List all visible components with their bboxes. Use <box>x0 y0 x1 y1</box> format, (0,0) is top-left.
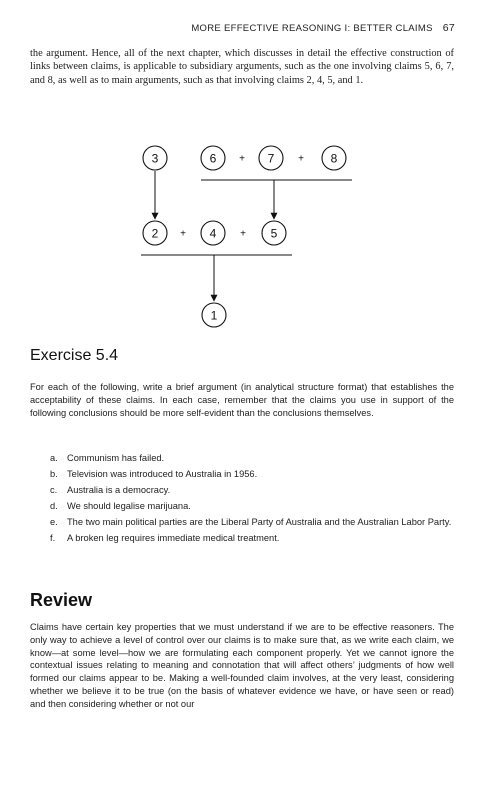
item-text: Television was introduced to Australia in 1956. <box>67 469 258 479</box>
node-4 <box>201 221 225 245</box>
node-5 <box>262 221 286 245</box>
item-text: A broken leg requires immediate medical treatment. <box>67 533 280 543</box>
list-item <box>30 452 454 465</box>
item-label: f. <box>50 533 56 543</box>
node-6 <box>201 146 225 170</box>
plus-sign: + <box>240 228 246 240</box>
node-8 <box>322 146 346 170</box>
plus-sign: + <box>298 153 304 165</box>
list-item <box>30 500 454 513</box>
list-item <box>30 468 454 481</box>
review-paragraph: Claims have certain key properties that we must understand if we are to be effective reasoners. The only way to achieve a level of control over our claims is to make sure that, as we write each claim, we know—at some level—how we are formulating each component properly. Yet we cannot ignore the contextual issues relating to meaning and connotation that will affect others’ judgments of how well formed our claims appear to be. Making a well-founded claim involves, at the very least, considering whether we believe it to be true (on the basis of whatever evidence we have, or have seen or read) and then considering whether or not our <box>30 622 454 709</box>
svg-text:4: 4 <box>209 226 217 241</box>
item-label: c. <box>50 485 58 495</box>
svg-text:8: 8 <box>330 151 338 166</box>
argument-diagram <box>0 0 486 345</box>
svg-text:2: 2 <box>151 226 159 241</box>
svg-text:3: 3 <box>151 151 159 166</box>
exercise-title: Exercise 5.4 <box>30 347 119 364</box>
svg-text:7: 7 <box>267 151 275 166</box>
svg-text:5: 5 <box>270 226 278 241</box>
exercise-item-list <box>30 452 454 548</box>
exercise-instructions: For each of the following, write a brief argument (in analytical structure format) that establishes the acceptability of these claims. In each case, remember that the claims you use in support of the following conclusions should be more self-evident than the conclusions themselves. <box>30 382 454 418</box>
item-text: Communism has failed. <box>67 453 165 463</box>
list-item <box>30 484 454 497</box>
intro-paragraph: the argument. Hence, all of the next chapter, which discusses in detail the effective construction of links between claims, is applicable to subsidiary arguments, such as the one involving claims 5, 6, 7, and 8, as well as to main arguments, such as that involving claims 2, 4, 5, and 1. <box>30 48 454 86</box>
plus-sign: + <box>239 153 245 165</box>
item-text: The two main political parties are the Liberal Party of Australia and the Australian Labor Party. <box>67 517 452 527</box>
svg-text:6: 6 <box>209 151 217 166</box>
review-heading: Review <box>30 590 93 610</box>
item-label: b. <box>50 469 58 479</box>
node-2 <box>143 221 167 245</box>
plus-sign: + <box>180 228 186 240</box>
item-label: e. <box>50 517 58 527</box>
page-number: 67 <box>442 22 455 34</box>
svg-text:1: 1 <box>210 308 218 323</box>
item-label: a. <box>50 453 58 463</box>
running-title: MORE EFFECTIVE REASONING I: BETTER CLAIMS <box>191 23 433 34</box>
list-item <box>30 516 454 529</box>
item-text: We should legalise marijuana. <box>67 501 191 511</box>
item-text: Australia is a democracy. <box>67 485 171 495</box>
node-7 <box>259 146 283 170</box>
node-1 <box>202 303 226 327</box>
list-item <box>30 532 454 545</box>
node-3 <box>143 146 167 170</box>
item-label: d. <box>50 501 58 511</box>
